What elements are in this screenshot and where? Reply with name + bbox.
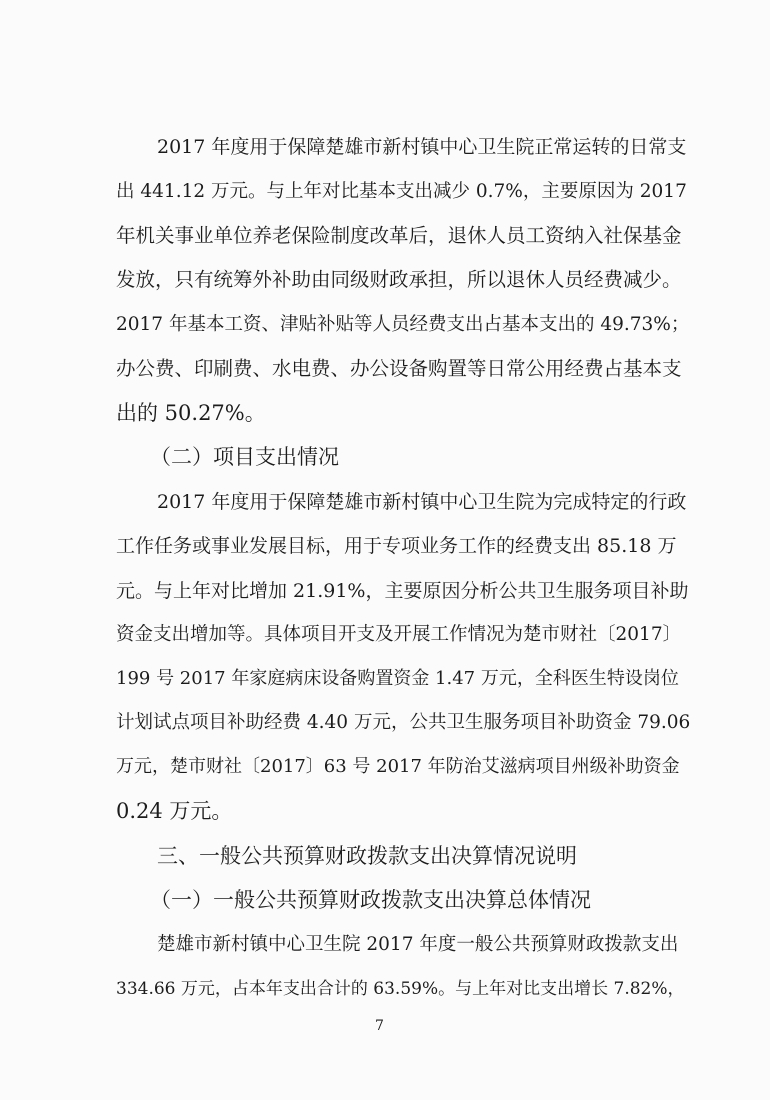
paragraph-line: 年机关事业单位养老保险制度改革后，退休人员工资纳入社保基金 bbox=[116, 224, 682, 247]
paragraph-line: 2017 年度用于保障楚雄市新村镇中心卫生院为完成特定的行政 bbox=[157, 491, 687, 513]
section-heading-3: 三、一般公共预算财政拨款支出决算情况说明 bbox=[157, 844, 577, 868]
section-heading-project: （二）项目支出情况 bbox=[150, 445, 339, 469]
paragraph-line: 199 号 2017 年家庭病床设备购置资金 1.47 万元，全科医生特设岗位 bbox=[116, 668, 679, 689]
paragraph-line: 楚雄市新村镇中心卫生院 2017 年度一般公共预算财政拨款支出 bbox=[157, 934, 679, 955]
paragraph-line: 0.24 万元。 bbox=[116, 799, 233, 823]
paragraph-line: 万元，楚市财社〔2017〕63 号 2017 年防治艾滋病项目州级补助资金 bbox=[116, 756, 680, 777]
paragraph-line: 资金支出增加等。具体项目开支及开展工作情况为楚市财社〔2017〕 bbox=[116, 624, 682, 645]
paragraph-line: 发放，只有统筹外补助由同级财政承担，所以退休人员经费减少。 bbox=[116, 268, 682, 291]
section-heading-3-1: （一）一般公共预算财政拨款支出决算总体情况 bbox=[150, 888, 591, 912]
paragraph-line: 2017 年基本工资、津贴补贴等人员经费支出占基本支出的 49.73%； bbox=[116, 314, 690, 335]
paragraph-line: 出 441.12 万元。与上年对比基本支出减少 0.7%，主要原因为 2017 bbox=[116, 181, 687, 202]
paragraph-line: 计划试点项目补助经费 4.40 万元，公共卫生服务项目补助资金 79.06 bbox=[116, 712, 691, 733]
paragraph-line: 工作任务或事业发展目标，用于专项业务工作的经费支出 85.18 万 bbox=[116, 535, 677, 557]
paragraph-line: 2017 年度用于保障楚雄市新村镇中心卫生院正常运转的日常支 bbox=[157, 136, 687, 158]
paragraph-line: 334.66 万元，占本年支出合计的 63.59%。与上年对比支出增长 7.82%， bbox=[116, 979, 685, 999]
paragraph-line: 出的 50.27%。 bbox=[116, 401, 266, 425]
page-number: 7 bbox=[375, 1018, 384, 1034]
paragraph-line: 办公费、印刷费、水电费、办公设备购置等日常公用经费占基本支 bbox=[116, 357, 682, 380]
paragraph-line: 元。与上年对比增加 21.91%，主要原因分析公共卫生服务项目补助 bbox=[116, 580, 689, 602]
